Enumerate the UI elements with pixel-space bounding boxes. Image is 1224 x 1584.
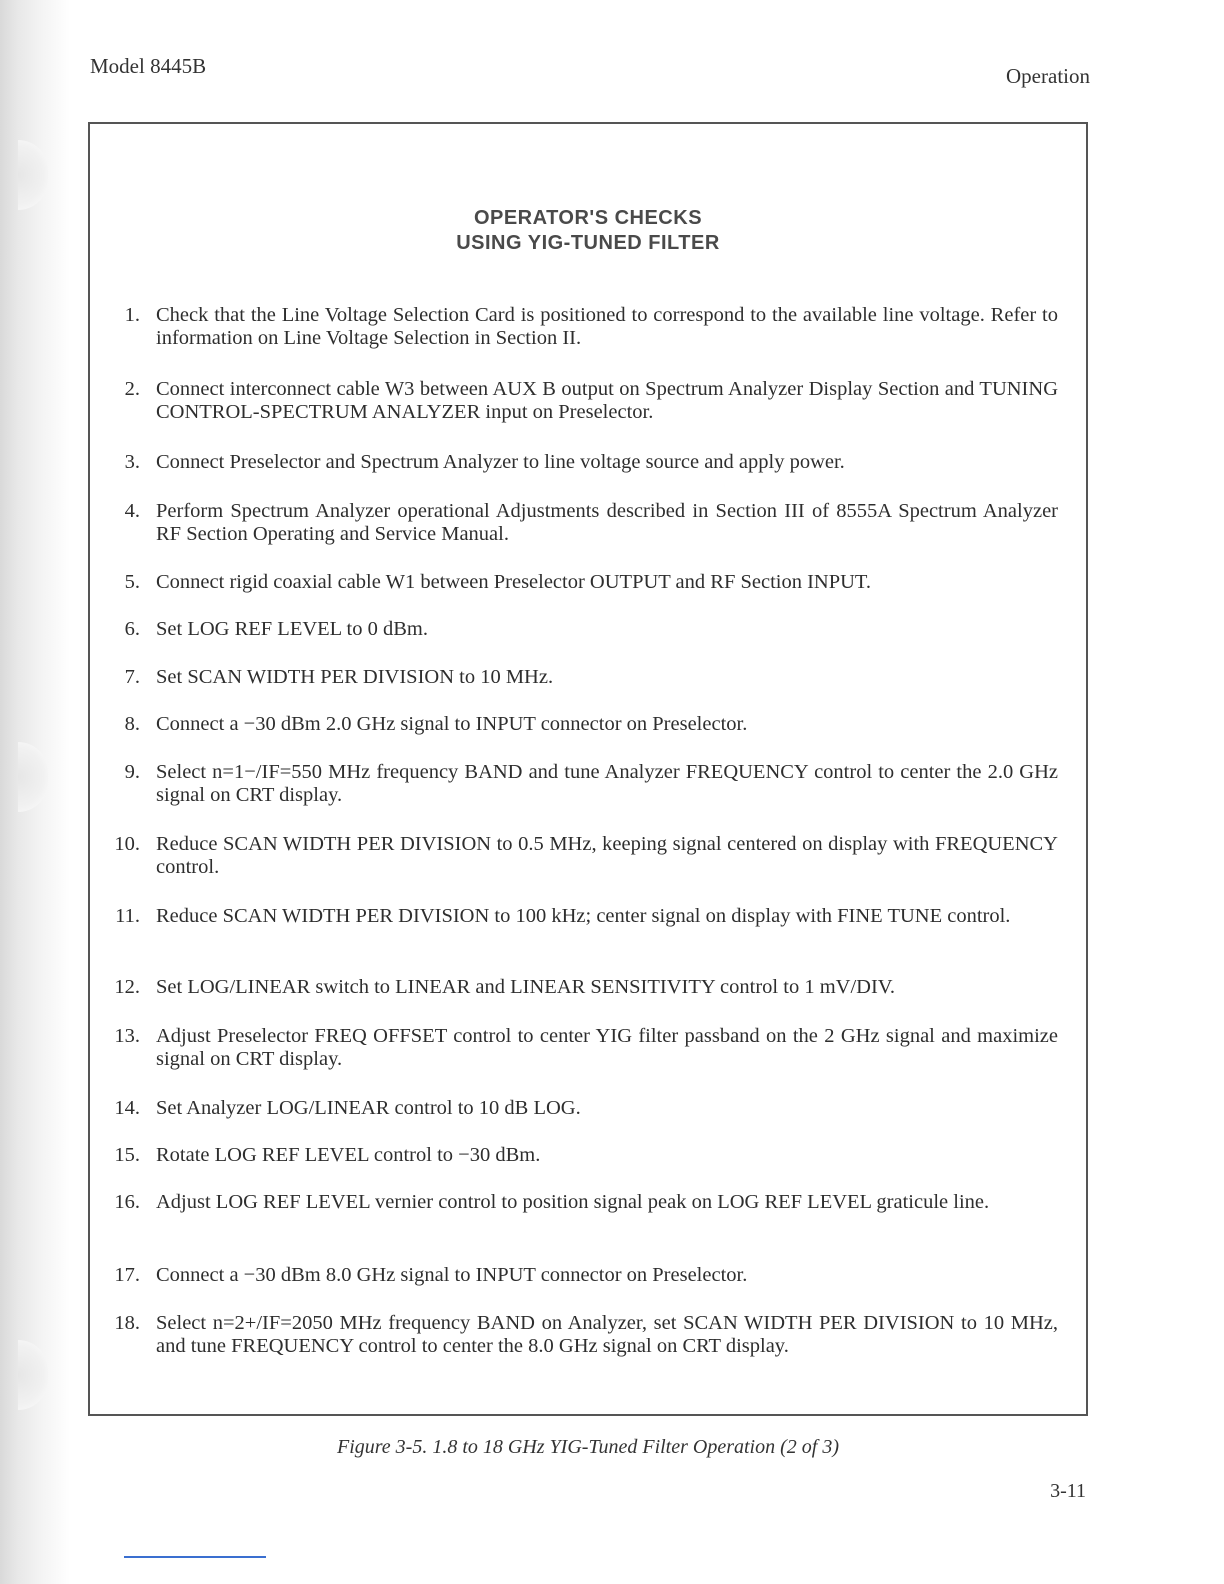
title-line-1: OPERATOR'S CHECKS [473, 207, 703, 229]
step-number: 13. [114, 1025, 140, 1047]
step-number: 7. [124, 666, 140, 688]
step-text: Set LOG REF LEVEL to 0 dBm. [156, 618, 428, 640]
figure-caption: Figure 3-5. 1.8 to 18 GHz YIG-Tuned Filter Operation (2 of 3) [336, 1436, 839, 1458]
step-number: 18. [114, 1312, 140, 1334]
step-number: 6. [124, 618, 140, 640]
step-text: Connect a −30 dBm 8.0 GHz signal to INPUT connector on Preselector. [156, 1264, 748, 1286]
step-text: Select n=1−/IF=550 MHz frequency BAND and tune Analyzer FREQUENCY control to center the 2.0 GHz signal on CRT display. [156, 761, 1058, 806]
step-number: 1. [124, 304, 140, 326]
step-text: Check that the Line Voltage Selection Card is positioned to correspond to the available line voltage. Refer to information on Line Voltage Selection in Section II. [156, 304, 1058, 349]
page-number: 3-11 [1050, 1480, 1086, 1502]
scan-artifact-line [124, 1556, 266, 1558]
step-text: Rotate LOG REF LEVEL control to −30 dBm. [156, 1144, 541, 1166]
step-text: Select n=2+/IF=2050 MHz frequency BAND on Analyzer, set SCAN WIDTH PER DIVISION to 10 MHz, and tune FREQUENCY control to center the 8.0 GHz signal on CRT display. [156, 1312, 1058, 1357]
step-text: Reduce SCAN WIDTH PER DIVISION to 100 kHz; center signal on display with FINE TUNE control. [156, 905, 1011, 927]
step-number: 15. [114, 1144, 140, 1166]
step-number: 14. [114, 1097, 140, 1119]
header-section: Operation [1006, 64, 1090, 88]
step-number: 8. [124, 713, 140, 735]
step-text: Adjust LOG REF LEVEL vernier control to position signal peak on LOG REF LEVEL graticule line. [156, 1191, 990, 1213]
header-model: Model 8445B [90, 54, 207, 78]
step-text: Connect rigid coaxial cable W1 between Preselector OUTPUT and RF Section INPUT. [156, 571, 872, 593]
step-text: Set LOG/LINEAR switch to LINEAR and LINEAR SENSITIVITY control to 1 mV/DIV. [156, 976, 896, 998]
step-number: 5. [124, 571, 140, 593]
figure-title [88, 206, 1088, 256]
step-text: Connect a −30 dBm 2.0 GHz signal to INPUT connector on Preselector. [156, 713, 748, 735]
step-number: 10. [114, 833, 140, 855]
step-text: Set SCAN WIDTH PER DIVISION to 10 MHz. [156, 666, 554, 688]
step-number: 4. [124, 500, 140, 522]
step-number: 3. [124, 451, 140, 473]
step-text: Set Analyzer LOG/LINEAR control to 10 dB LOG. [156, 1097, 581, 1119]
step-text: Reduce SCAN WIDTH PER DIVISION to 0.5 MHz, keeping signal centered on display with FREQUENCY control. [156, 833, 1058, 878]
step-number: 11. [115, 905, 140, 927]
step-number: 2. [124, 378, 140, 400]
step-number: 17. [114, 1264, 140, 1286]
step-text: Perform Spectrum Analyzer operational Adjustments described in Section III of 8555A Spectrum Analyzer RF Section Operating and Service Manual. [156, 500, 1058, 545]
step-text: Connect Preselector and Spectrum Analyzer to line voltage source and apply power. [156, 451, 845, 473]
title-line-2: USING YIG-TUNED FILTER [456, 232, 720, 254]
step-number: 9. [124, 761, 140, 783]
step-number: 12. [114, 976, 140, 998]
step-number: 16. [114, 1191, 140, 1213]
step-text: Adjust Preselector FREQ OFFSET control to center YIG filter passband on the 2 GHz signal and maximize signal on CRT display. [156, 1025, 1058, 1070]
step-text: Connect interconnect cable W3 between AUX B output on Spectrum Analyzer Display Section and TUNING CONTROL-SPECTRUM ANALYZER input on Preselector. [156, 378, 1058, 423]
